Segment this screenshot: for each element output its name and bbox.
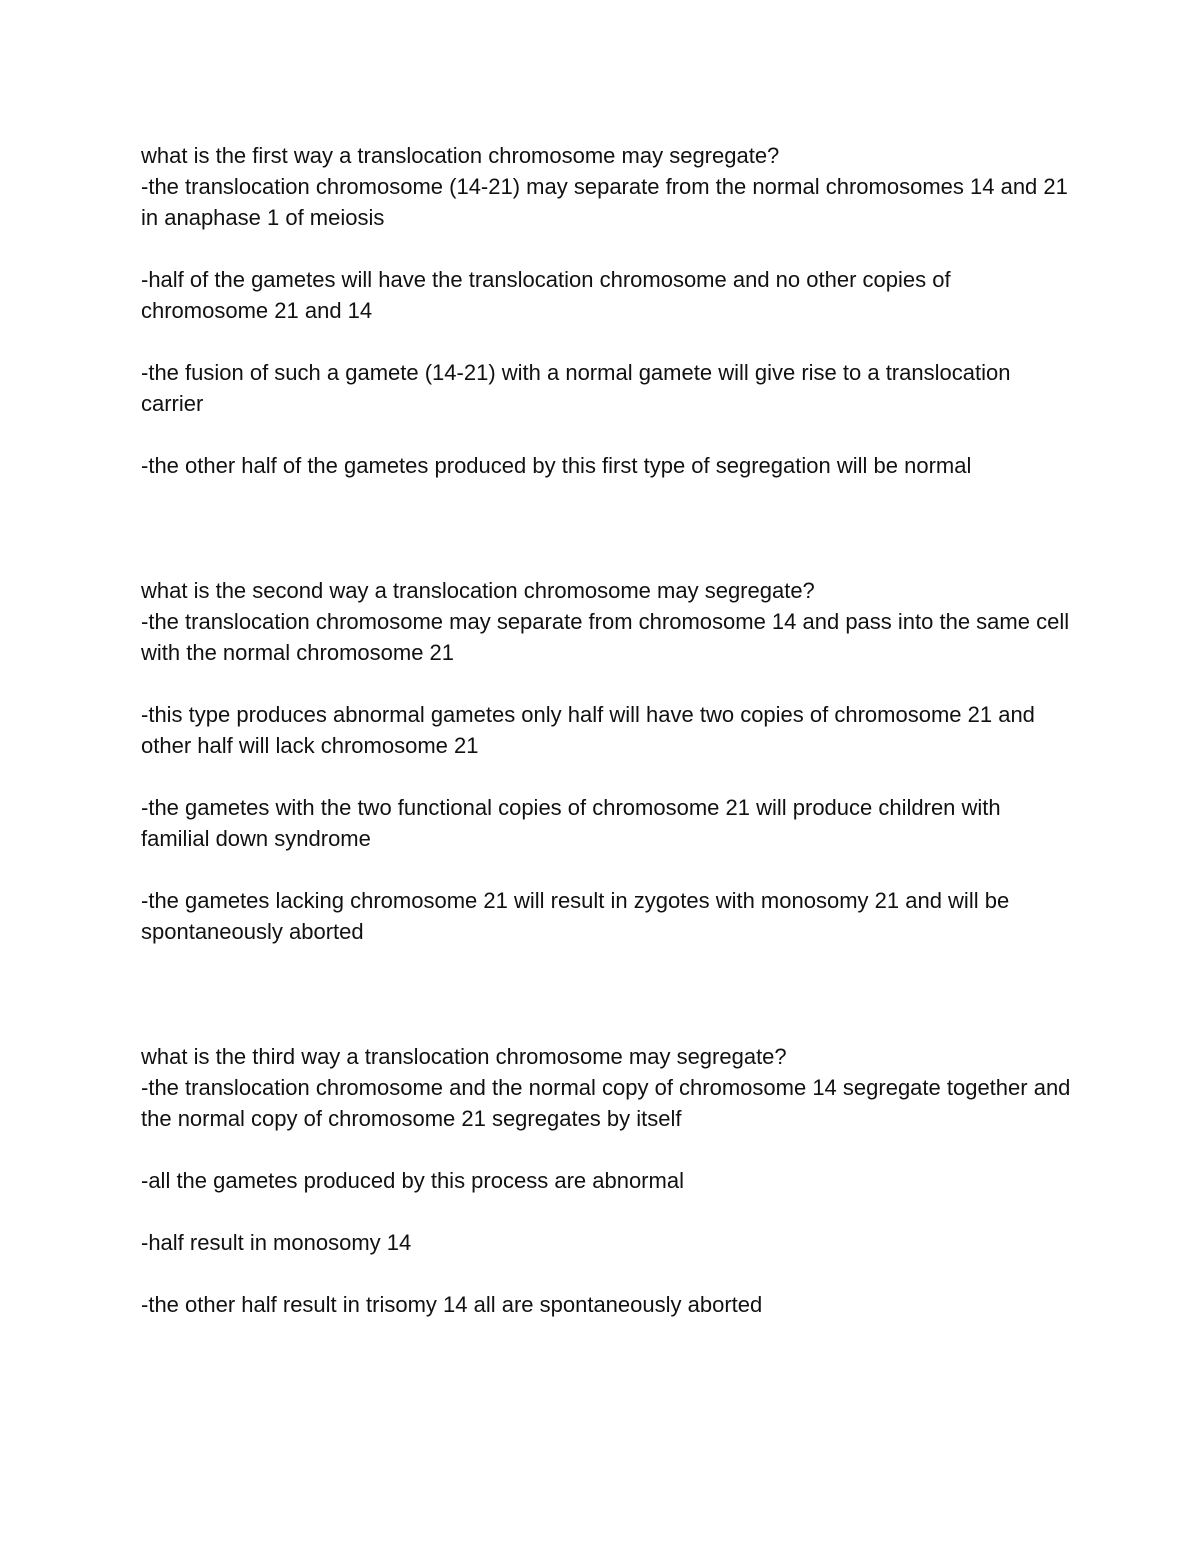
- question-heading: what is the second way a translocation chromosome may segregate?: [141, 578, 815, 603]
- answer-point: -this type produces abnormal gametes only half will have two copies of chromosome 21 and other half will lack chromosome 21: [141, 702, 1035, 758]
- answer-point: -the gametes with the two functional copies of chromosome 21 will produce children with familial down syndrome: [141, 795, 1001, 851]
- answer-point: -the other half of the gametes produced by this first type of segregation will be normal: [141, 453, 972, 478]
- answer-point: -the fusion of such a gamete (14-21) with a normal gamete will give rise to a translocation carrier: [141, 360, 1011, 416]
- section-second-way: [141, 575, 1071, 947]
- answer-point: -the gametes lacking chromosome 21 will result in zygotes with monosomy 21 and will be spontaneously aborted: [141, 888, 1010, 944]
- answer-point: -the translocation chromosome and the normal copy of chromosome 14 segregate together and the normal copy of chromosome 21 segregates by itself: [141, 1075, 1071, 1131]
- answer-point: -the translocation chromosome may separate from chromosome 14 and pass into the same cell with the normal chromosome 21: [141, 609, 1070, 665]
- document-body: [141, 140, 1071, 1320]
- answer-point: -the translocation chromosome (14-21) may separate from the normal chromosomes 14 and 21 in anaphase 1 of meiosis: [141, 174, 1068, 230]
- answer-point: -the other half result in trisomy 14 all are spontaneously aborted: [141, 1292, 763, 1317]
- question-heading: what is the third way a translocation chromosome may segregate?: [141, 1044, 787, 1069]
- question-heading: what is the first way a translocation chromosome may segregate?: [141, 143, 780, 168]
- section-first-way: [141, 140, 1071, 481]
- answer-point: -all the gametes produced by this process are abnormal: [141, 1168, 684, 1193]
- answer-point: -half of the gametes will have the translocation chromosome and no other copies of chromosome 21 and 14: [141, 267, 951, 323]
- answer-point: -half result in monosomy 14: [141, 1230, 412, 1255]
- section-third-way: [141, 1041, 1071, 1320]
